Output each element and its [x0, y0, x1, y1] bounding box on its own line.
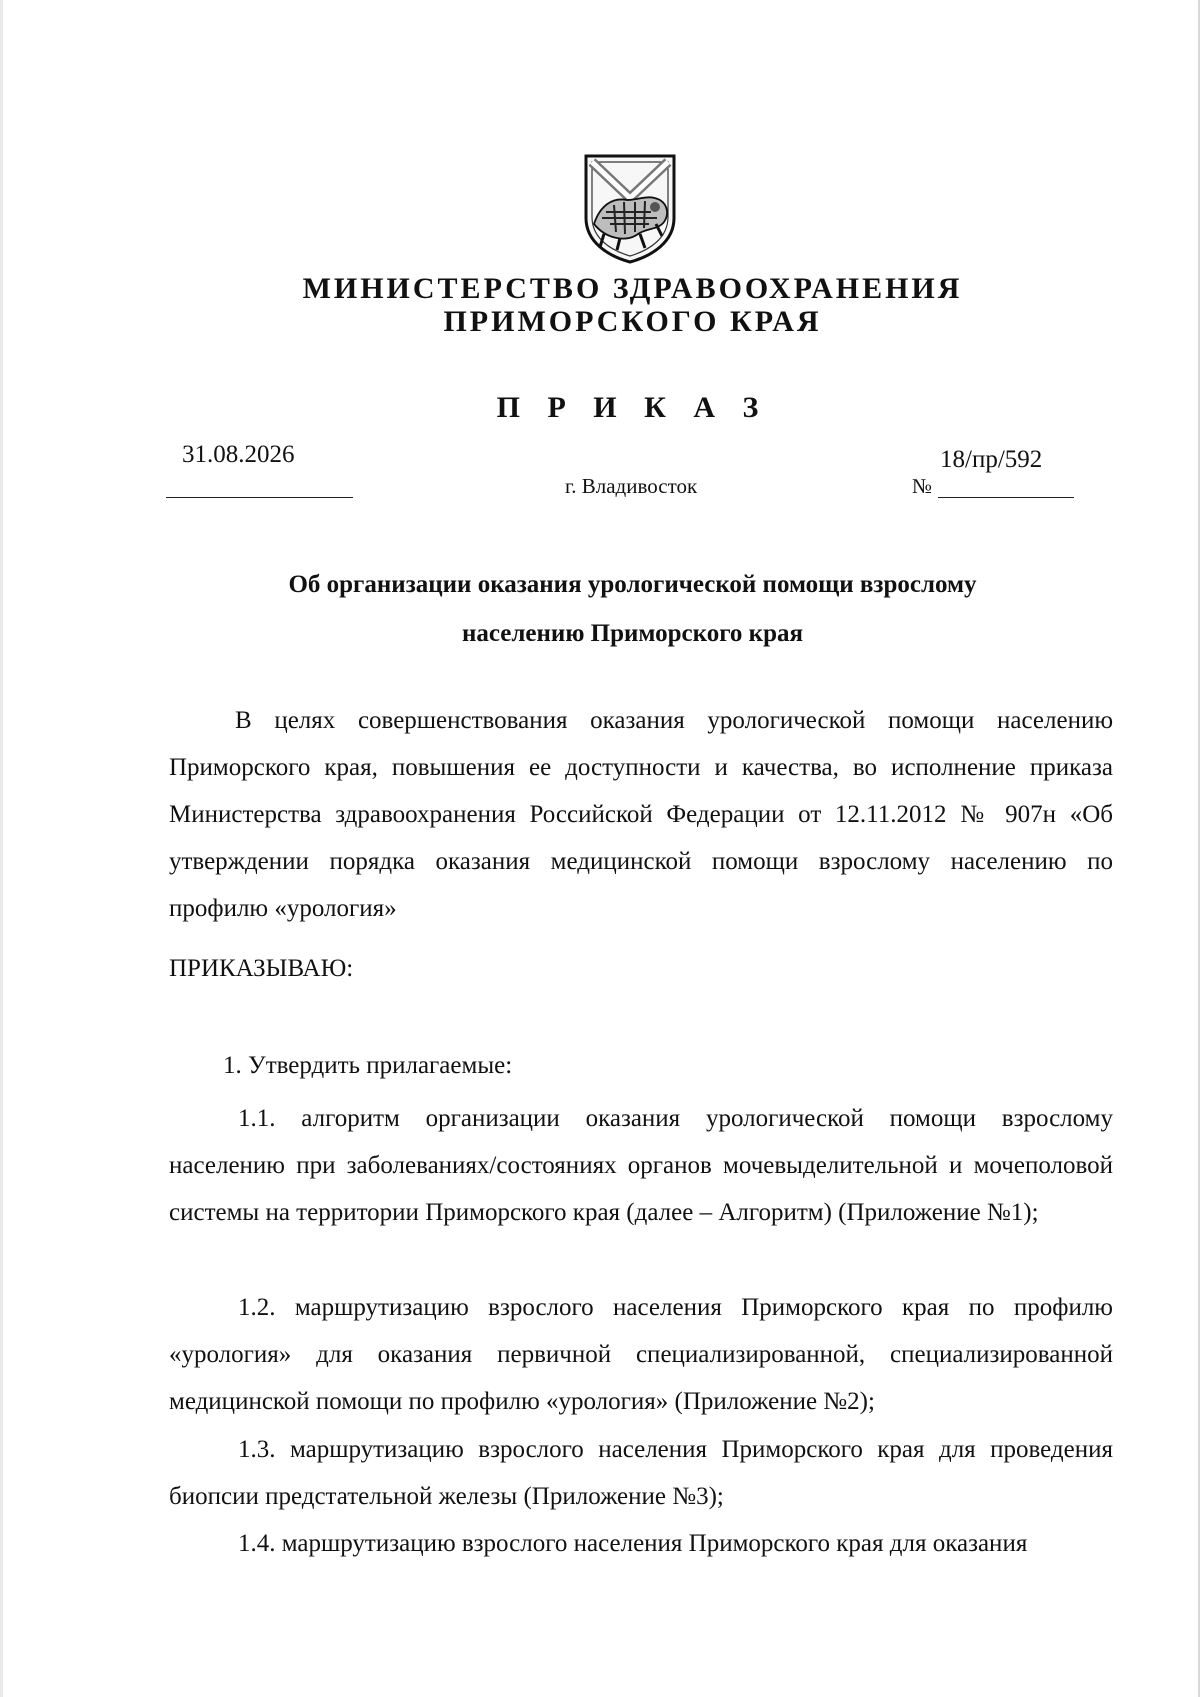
ministry-name [0, 272, 1200, 338]
coat-of-arms-icon [582, 152, 678, 264]
subject-line-2: населению Приморского края [461, 620, 804, 647]
number-underline [938, 497, 1074, 498]
document-date: 31.08.2026 [182, 441, 295, 468]
item-1-1: 1.1. алгоритм организации оказания урологической помощи взрослому населению при заболеваниях/состояниях органов мочевыделительной и мочеполовой системы на территории Приморского края (далее – Алгоритм) (Приложение №1); [169, 1105, 1113, 1226]
date-underline [166, 497, 353, 498]
number-sign: № [912, 474, 933, 498]
item-1-4: 1.4. маршрутизацию взрослого населения Приморского края для оказания [238, 1530, 1028, 1557]
subject-line-1: Об организации оказания урологической помощи взрослому [288, 571, 977, 598]
ministry-line-2: ПРИМОРСКОГО КРАЯ [443, 305, 822, 338]
order-word: ПРИКАЗЫВАЮ: [169, 955, 354, 982]
scan-edge-left [0, 0, 3, 1697]
document-subject [0, 560, 1200, 658]
preamble-paragraph: В целях совершенствования оказания урологической помощи населению Приморского края, повышения ее доступности и качества, во исполнение приказа Министерства здравоохранения Российской Федерации от 12.11.2012 № 907н «Об утверждении порядка оказания медицинской помощи взрослому населению по профилю «урология» [169, 707, 1113, 922]
item-1: 1. Утвердить прилагаемые: [223, 1052, 513, 1079]
item-1-2: 1.2. маршрутизацию взрослого населения Приморского края по профилю «урология» для оказания первичной специализированной, специализированной медицинской помощи по профилю «урология» (Приложение №2); [169, 1294, 1113, 1415]
ministry-line-1: МИНИСТЕРСТВО ЗДРАВООХРАНЕНИЯ [302, 272, 963, 305]
document-type: П Р И К А З [496, 391, 769, 424]
document-city: г. Владивосток [565, 474, 698, 498]
document-number: 18/пр/592 [940, 446, 1043, 473]
item-1-3: 1.3. маршрутизацию взрослого населения Приморского края для проведения биопсии предстательной железы (Приложение №3); [169, 1436, 1113, 1510]
